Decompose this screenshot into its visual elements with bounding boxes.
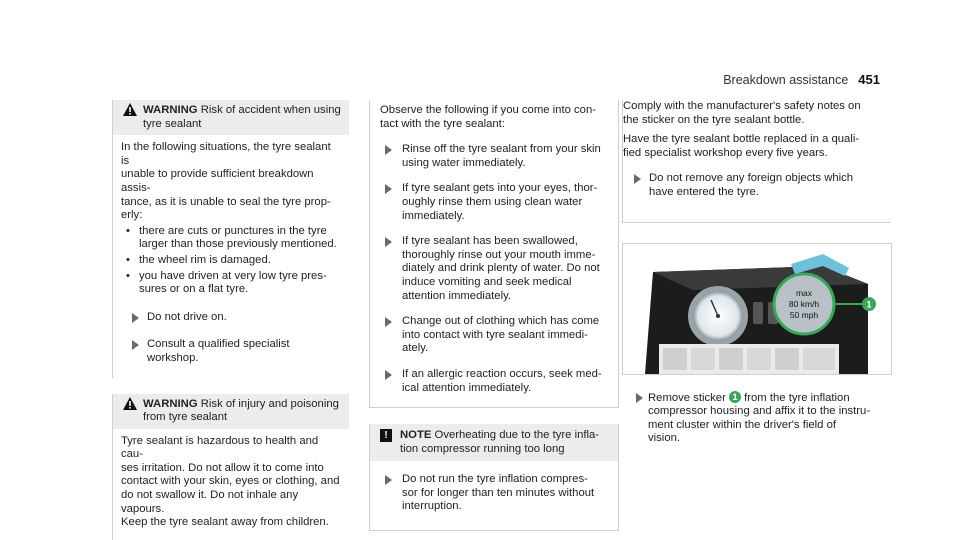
warning-label: WARNING bbox=[143, 104, 198, 116]
warning-header bbox=[113, 394, 349, 429]
intro-text bbox=[623, 133, 890, 160]
section-title: Breakdown assistance bbox=[723, 73, 849, 87]
text-line: immediately. bbox=[402, 209, 465, 222]
text-line: fied specialist workshop every five years. bbox=[623, 146, 828, 159]
step-text: Consult a qualified specialist workshop. bbox=[147, 338, 290, 364]
text-line: Remove sticker bbox=[648, 391, 726, 404]
text-line: the wheel rim is damaged. bbox=[139, 253, 271, 266]
text-line: from the tyre inflation bbox=[744, 391, 850, 404]
step-arrow-icon bbox=[385, 237, 392, 247]
text-line: compressor housing and affix it to the instru- bbox=[648, 405, 871, 418]
exclamation-icon: ! bbox=[380, 429, 392, 442]
text-line: If an allergic reaction occurs, seek med- bbox=[402, 367, 602, 380]
text-line: Have the tyre sealant bottle replaced in a quali- bbox=[623, 133, 860, 146]
text-line: In the following situations, the tyre sealant is bbox=[121, 141, 331, 167]
bullet-item bbox=[121, 254, 341, 268]
intro-text bbox=[623, 100, 890, 127]
note-body bbox=[370, 473, 618, 530]
step-arrow-icon bbox=[385, 317, 392, 327]
step-arrow-icon bbox=[385, 475, 392, 485]
text-line: Comply with the manufacturer's safety notes on bbox=[623, 100, 861, 112]
step-arrow-icon bbox=[636, 393, 643, 403]
text-line: using water immediately. bbox=[402, 156, 526, 169]
compressor-illustration bbox=[623, 244, 891, 374]
text-line: tact with the tyre sealant: bbox=[380, 117, 505, 130]
warning-triangle-icon bbox=[123, 397, 137, 410]
text-line: ately. bbox=[402, 342, 429, 355]
warning-box-accident bbox=[112, 100, 349, 378]
step-arrow-icon bbox=[634, 174, 641, 184]
text-line: Do not remove any foreign objects which bbox=[649, 172, 854, 185]
text-line: erly: bbox=[121, 209, 143, 222]
note-box-overheating bbox=[369, 424, 619, 531]
text-line: Change out of clothing which has come bbox=[402, 315, 600, 328]
text-line: Tyre sealant is hazardous to health and cau- bbox=[121, 434, 319, 461]
instruction-step bbox=[380, 143, 608, 170]
page-number: 451 bbox=[858, 72, 880, 87]
instruction-step bbox=[623, 172, 890, 199]
text-line: ses irritation. Do not allow it to come into bbox=[121, 461, 324, 474]
warning-text bbox=[121, 435, 341, 530]
step-arrow-icon bbox=[132, 340, 139, 350]
instruction-step bbox=[121, 311, 341, 325]
figure-callout: 1 bbox=[866, 299, 872, 310]
text-line: diately and drink plenty of water. Do not bbox=[402, 262, 600, 275]
text-line: If tyre sealant gets into your eyes, thor- bbox=[402, 182, 598, 195]
text-line: interruption. bbox=[402, 500, 462, 513]
text-line: ment cluster within the driver's field of bbox=[648, 418, 837, 431]
column-1 bbox=[112, 100, 349, 540]
warning-title-line: from tyre sealant bbox=[143, 411, 228, 424]
note-label: NOTE bbox=[400, 429, 432, 442]
text-line: Observe the following if you come into con- bbox=[380, 104, 597, 116]
bullet-item bbox=[121, 225, 341, 252]
step-arrow-icon bbox=[385, 370, 392, 380]
text-line: you have driven at very low tyre pres- bbox=[139, 269, 327, 282]
step-arrow-icon bbox=[385, 145, 392, 155]
text-line: induce vomiting and seek medical bbox=[402, 275, 572, 288]
text-line: have entered the tyre. bbox=[649, 185, 759, 198]
page-header bbox=[723, 72, 880, 87]
text-line: unable to provide sufficient breakdown assis- bbox=[121, 168, 314, 194]
text-line: Keep the tyre sealant away from children. bbox=[121, 516, 329, 529]
text-line: sor for longer than ten minutes without bbox=[402, 486, 595, 499]
sticker-text: 80 km/h bbox=[788, 298, 820, 309]
step-text: Do not drive on. bbox=[147, 310, 227, 323]
note-title-line: tion compressor running too long bbox=[400, 442, 565, 455]
text-line: there are cuts or punctures in the tyre bbox=[139, 224, 327, 237]
instruction-step bbox=[380, 235, 608, 303]
warning-title-line: Risk of accident when using bbox=[200, 104, 341, 116]
text-line: sures or on a flat tyre. bbox=[139, 283, 249, 296]
text-line: into contact with tyre sealant immedi- bbox=[402, 328, 588, 341]
step-arrow-icon bbox=[385, 184, 392, 194]
warning-header bbox=[113, 100, 349, 135]
compressor-figure bbox=[622, 243, 892, 375]
warning-text bbox=[121, 141, 341, 223]
callout-badge: 1 bbox=[729, 391, 741, 403]
text-line: the sticker on the tyre sealant bottle. bbox=[623, 113, 805, 126]
intro-text bbox=[380, 104, 608, 131]
text-line: do not swallow it. Do not inhale any vapours. bbox=[121, 489, 299, 515]
warning-box-poisoning bbox=[112, 394, 349, 540]
sealant-notes-box bbox=[622, 100, 890, 223]
warning-triangle-icon bbox=[123, 103, 137, 116]
instruction-step bbox=[622, 391, 890, 446]
sticker-text: 50 mph bbox=[789, 309, 819, 320]
warning-body bbox=[113, 429, 349, 540]
column-3 bbox=[622, 100, 890, 456]
text-line: thoroughly rinse out your mouth imme- bbox=[402, 248, 596, 261]
text-line: tance, as it is unable to seal the tyre prop- bbox=[121, 195, 331, 208]
instruction-step bbox=[380, 315, 608, 356]
bullet-item bbox=[121, 270, 341, 297]
warning-title-line: Risk of injury and poisoning bbox=[200, 397, 339, 410]
warning-label: WARNING bbox=[143, 397, 198, 410]
text-line: oughly rinse them using clean water bbox=[402, 195, 583, 208]
note-title-line: Overheating due to the tyre infla- bbox=[434, 429, 600, 442]
step-arrow-icon bbox=[132, 313, 139, 323]
text-line: attention immediately. bbox=[402, 289, 512, 302]
instruction-step bbox=[380, 368, 608, 395]
bullet-list bbox=[121, 225, 341, 297]
text-line: Rinse off the tyre sealant from your skin bbox=[402, 143, 601, 156]
warning-body bbox=[113, 135, 349, 377]
sticker-instruction bbox=[622, 391, 890, 446]
note-header bbox=[370, 424, 618, 461]
instruction-step bbox=[380, 473, 608, 514]
text-line: larger than those previously mentioned. bbox=[139, 238, 337, 251]
text-line: Do not run the tyre inflation compres- bbox=[402, 473, 588, 486]
instruction-step bbox=[380, 182, 608, 223]
text-line: vision. bbox=[648, 432, 681, 445]
warning-title-line: tyre sealant bbox=[143, 117, 202, 130]
first-aid-box bbox=[369, 100, 619, 408]
text-line: If tyre sealant has been swallowed, bbox=[402, 235, 578, 248]
text-line: contact with your skin, eyes or clothing, and bbox=[121, 475, 340, 488]
sticker-text: max bbox=[795, 287, 813, 298]
instruction-step bbox=[121, 338, 341, 365]
column-2 bbox=[369, 100, 619, 531]
text-line: ical attention immediately. bbox=[402, 381, 532, 394]
